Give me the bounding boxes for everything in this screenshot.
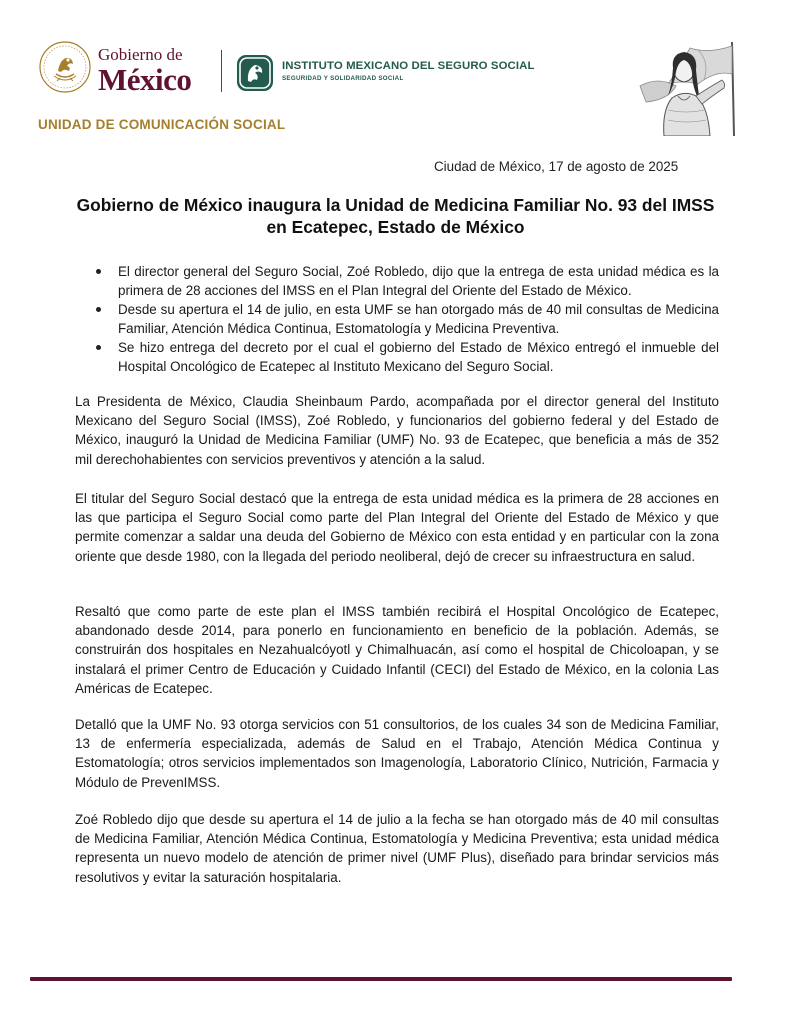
wordmark-small: Gobierno de (98, 45, 183, 64)
body-paragraph: El titular del Seguro Social destacó que la entrega de esta unidad médica es la primera de 28 acciones en las que participa el Seguro Social como parte del Plan Integral del Oriente del Estado de México y que permite comenzar a saldar una deuda del Gobierno de México con esta entidad y en particular con la zona oriente que desde 1980, con la llegada del periodo neoliberal, dejó de crecer su infraestructura en salud. (75, 491, 719, 564)
body-paragraph: La Presidenta de México, Claudia Sheinbaum Pardo, acompañada por el director general del Instituto Mexicano del Seguro Social (IMSS), Zoé Robledo, y funcionarios del gobierno federal y del Estado de México, inauguró la Unidad de Medicina Familiar (UMF) No. 93 de Ecatepec, que beneficia a más de 352 mil derechohabientes con servicios preventivos y atención a la salud. (75, 394, 719, 467)
unit-heading: UNIDAD DE COMUNICACIÓN SOCIAL (38, 117, 286, 132)
dateline: Ciudad de México, 17 de agosto de 2025 (434, 159, 679, 174)
body-paragraph: Detalló que la UMF No. 93 otorga servicios con 51 consultorios, de los cuales 34 son de Medicina Familiar, 13 de enfermería especializada, además de Salud en el Trabajo, Atención Médica Continua y Estomatología; otros servicios implementados son Imagenología, Laboratorio Clínico, Nutrición, Farmacia y Módulo de PrevenIMSS. (75, 717, 719, 790)
bullet-dot-icon (96, 307, 101, 312)
summary-bullets (96, 262, 719, 376)
heroine-flag-illustration (638, 40, 738, 136)
bullet-text: Desde su apertura el 14 de julio, en esta UMF se han otorgado más de 40 mil consultas de Medicina Familiar, Atención Médica Continua, Estomatología y Medicina Preventiva. (118, 302, 719, 336)
national-seal-icon (38, 40, 92, 94)
footer-rule (30, 977, 732, 981)
header-divider (221, 50, 222, 92)
imss-logo-icon (236, 54, 274, 92)
body-paragraph: Resaltó que como parte de este plan el IMSS también recibirá el Hospital Oncológico de Ecatepec, abandonado desde 2014, para ponerlo en funcionamiento en beneficio de la población. Además, se construirán dos hospitales en Nezahualcóyotl y Chimalhuacán, así como el hospital de Chicoloapan, y se instalará el primer Centro de Educación y Cuidado Infantil (CECI) del Estado de México, en la colonia Las Américas de Ecatepec. (75, 604, 719, 696)
imss-name-line: INSTITUTO MEXICANO DEL SEGURO SOCIAL (282, 60, 535, 72)
imss-tagline: SEGURIDAD Y SOLIDARIDAD SOCIAL (282, 75, 404, 83)
body-paragraph: Zoé Robledo dijo que desde su apertura el 14 de julio a la fecha se han otorgado más de 40 mil consultas de Medicina Familiar, Atención Médica Continua, Estomatología y Medicina Preventiva; esta unidad médica representa un nuevo modelo de atención de primer nivel (UMF Plus), diseñado para brindar servicios más resolutivos y evitar la saturación hospitalaria. (75, 812, 719, 885)
bullet-item (96, 338, 719, 376)
gobierno-de-mexico-wordmark (98, 46, 191, 95)
wordmark-big: México (98, 62, 192, 97)
bullet-item (96, 300, 719, 338)
bullet-item (96, 262, 719, 300)
bullet-dot-icon (96, 345, 101, 350)
bullet-dot-icon (96, 269, 101, 274)
bullet-text: El director general del Seguro Social, Zoé Robledo, dijo que la entrega de esta unidad médica es la primera de 28 acciones del IMSS en el Plan Integral del Oriente del Estado de México. (118, 264, 719, 298)
imss-name (282, 61, 535, 83)
press-release-title: Gobierno de México inaugura la Unidad de Medicina Familiar No. 93 del IMSS en Ecatepec, Estado de México (76, 195, 715, 237)
bullet-text: Se hizo entrega del decreto por el cual el gobierno del Estado de México entregó el inmueble del Hospital Oncológico de Ecatepec al Instituto Mexicano del Seguro Social. (118, 340, 719, 374)
